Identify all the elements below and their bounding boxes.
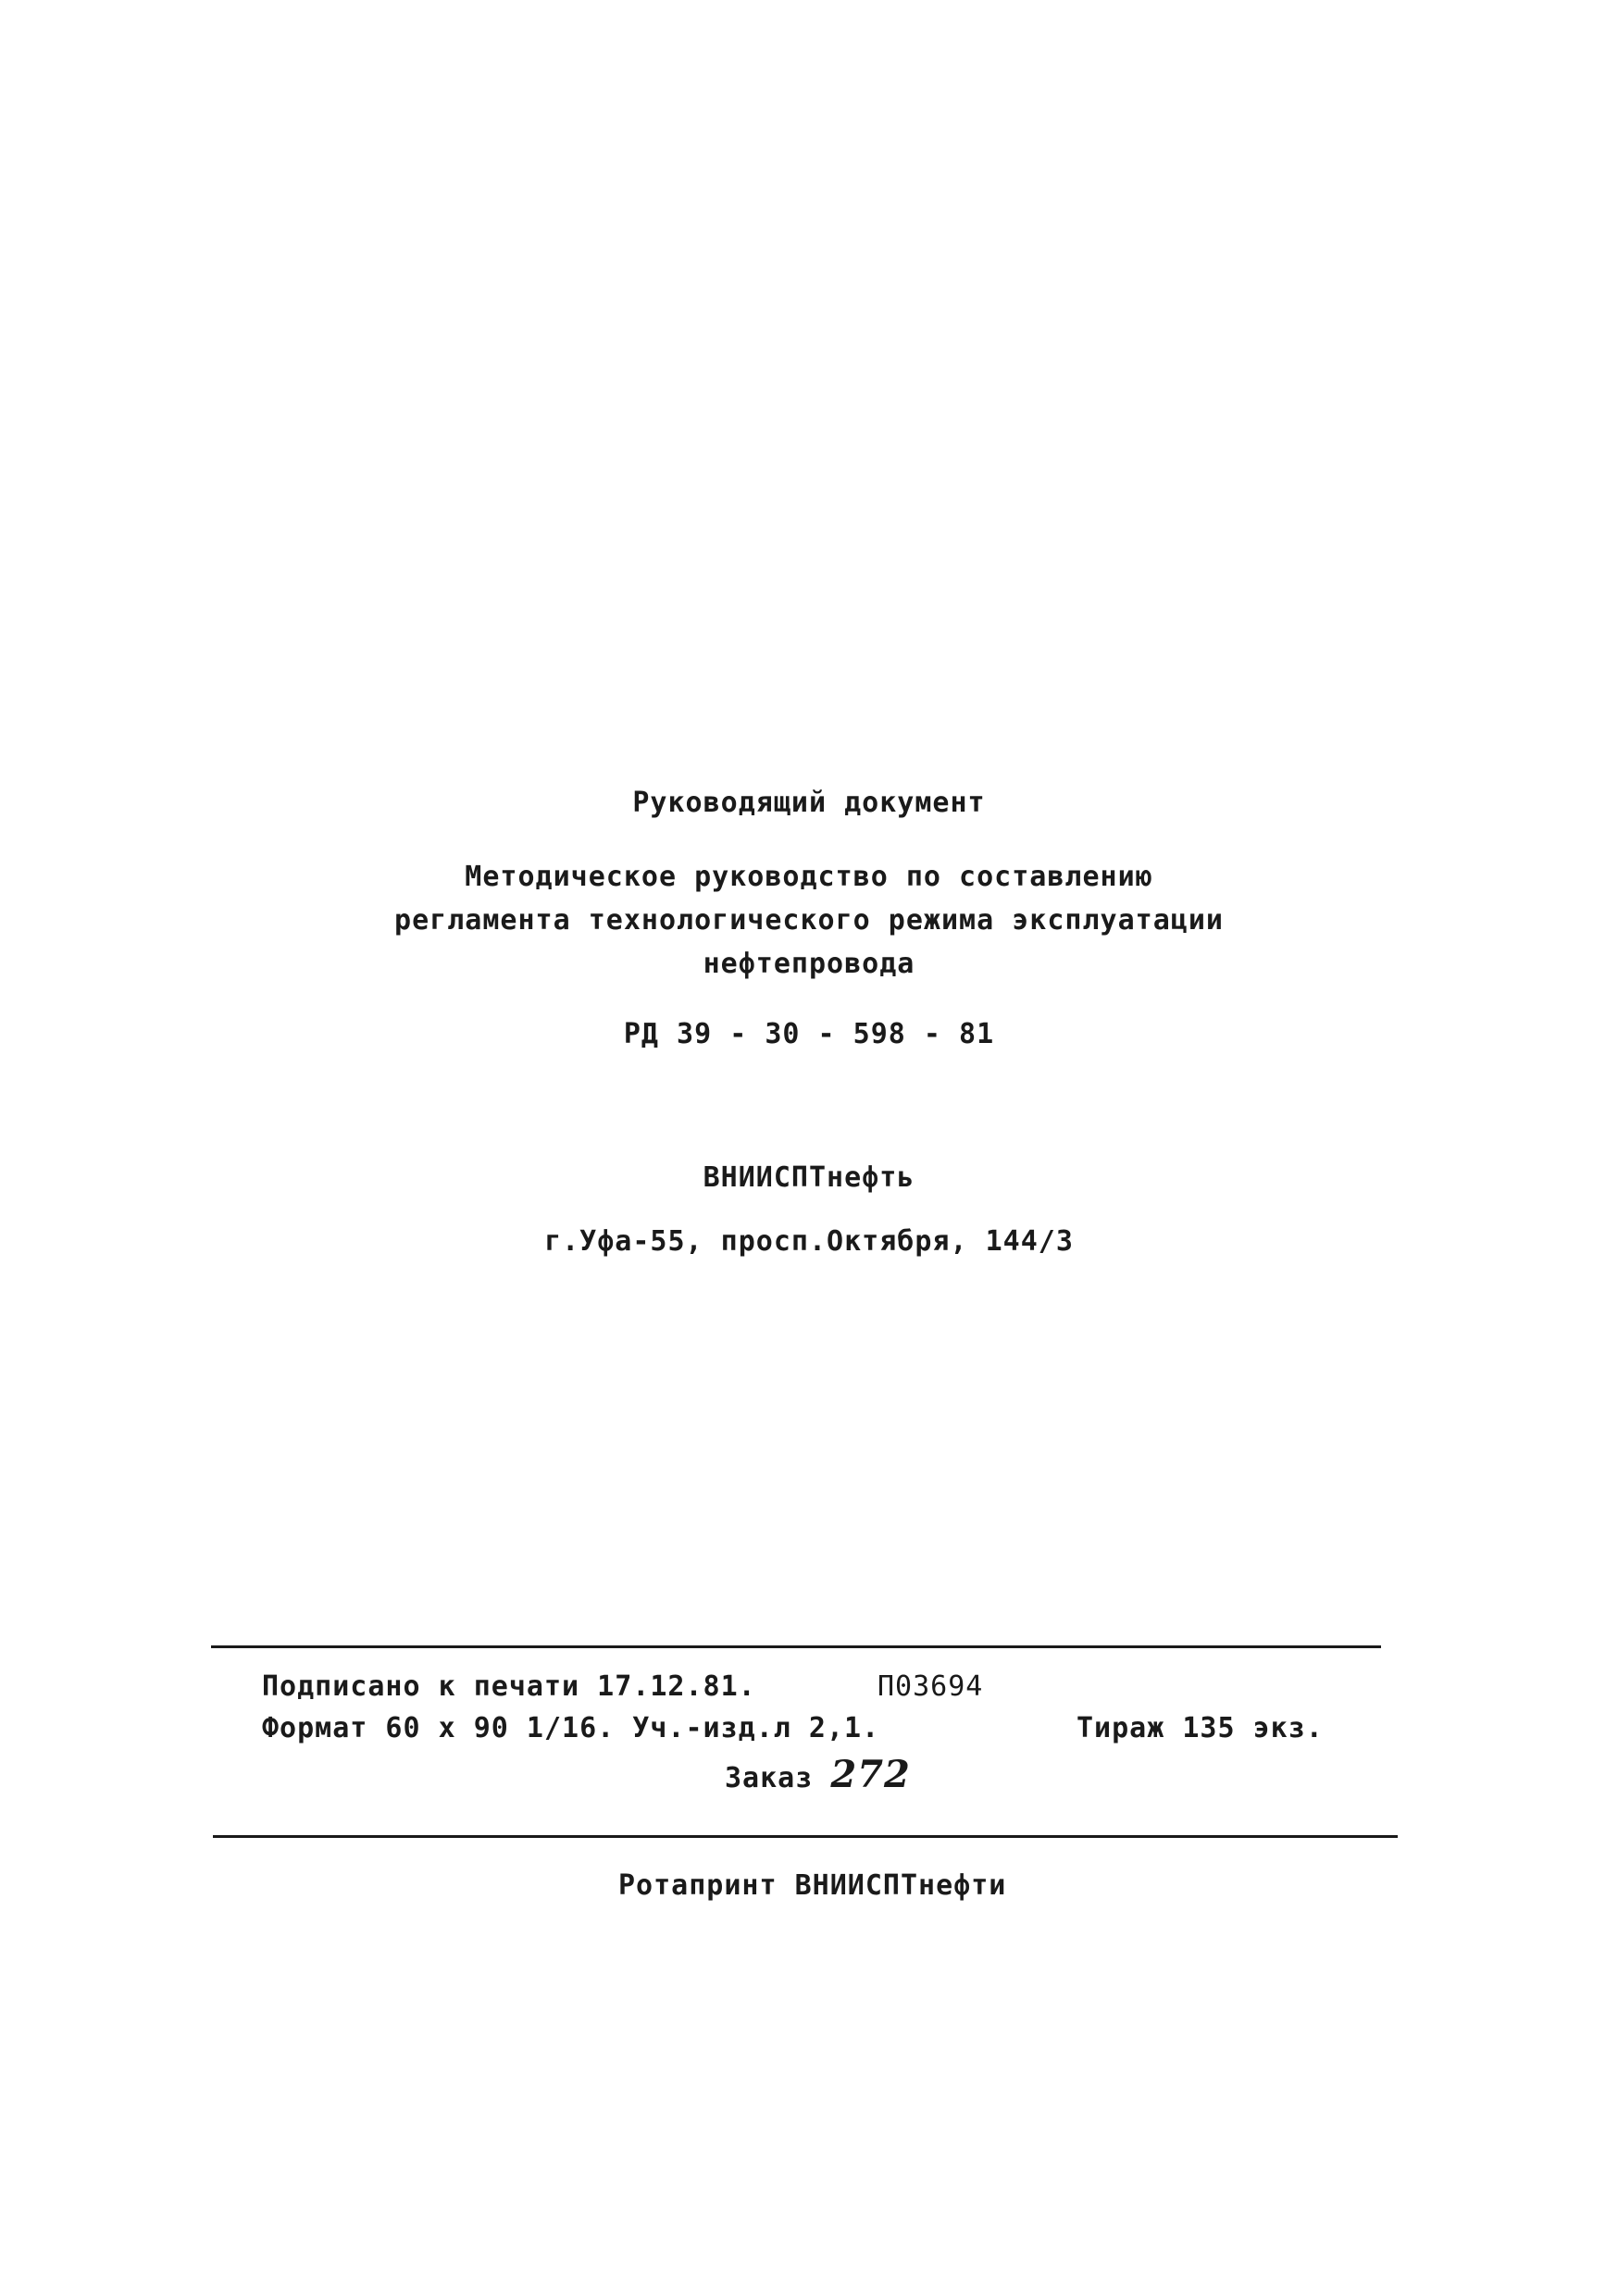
publisher-name: ВНИИСПТнефть [703, 1161, 915, 1194]
signed-label: Подписано к печати [262, 1670, 580, 1703]
title-line-1: Методическое руководство по составлению [465, 861, 1153, 893]
signed-date: 17.12.81. [597, 1670, 756, 1703]
document-number: РД 39 - 30 - 598 - 81 [623, 1018, 995, 1050]
imprint-order [725, 1753, 911, 1797]
imprint-print-run: Тираж 135 экз. [1077, 1712, 1324, 1744]
imprint-bottom-rule [213, 1835, 1398, 1838]
document-type: Руководящий документ [632, 787, 986, 819]
imprint-code: П03694 [877, 1670, 984, 1703]
printer-name: Ротапринт ВНИИСПТнефти [618, 1869, 1007, 1902]
title-line-2: регламента технологического режима эксплуатации [394, 904, 1224, 937]
imprint-signed [262, 1669, 756, 1706]
imprint-format [262, 1710, 879, 1747]
publisher-address: г.Уфа-55, просп.Октября, 144/3 [544, 1225, 1074, 1258]
title-line-3: нефтепровода [703, 948, 915, 980]
order-label: Заказ [725, 1762, 814, 1794]
volume-text: Уч.-изд.л 2,1. [632, 1712, 880, 1744]
imprint-top-rule [211, 1645, 1381, 1648]
order-number: 272 [830, 1753, 911, 1796]
format-text: Формат 60 х 90 1/16. [262, 1712, 616, 1744]
